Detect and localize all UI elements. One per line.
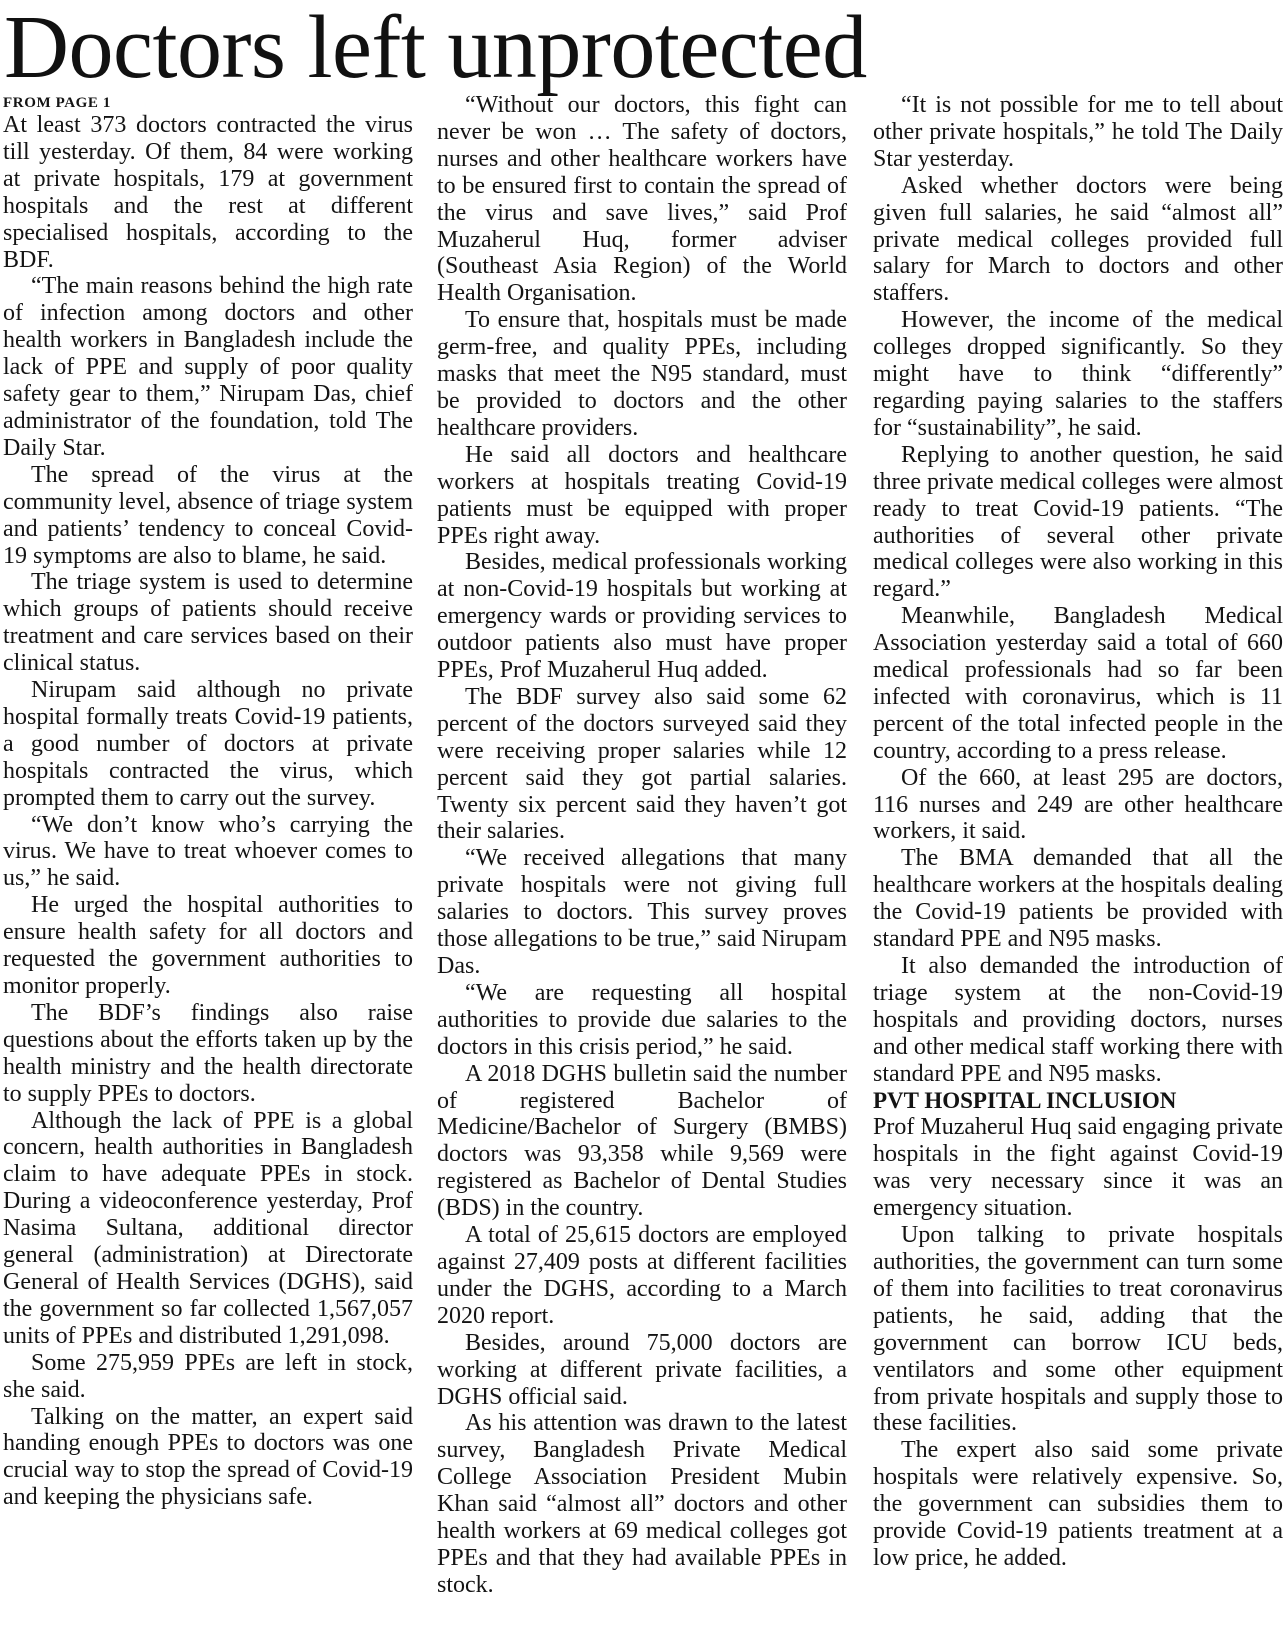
article-paragraph: Although the lack of PPE is a global concern, health authorities in Bangladesh claim to have adequate PPEs in stock. During a videoconference yesterday, Prof Nasima Sultana, additional director general (administration) at Directorate General of Health Services (DGHS), said the government so far collected 1,567,057 units of PPEs and distributed 1,291,098.	[3, 1107, 413, 1349]
article-paragraph: “We are requesting all hospital authorities to provide due salaries to the doctors in this crisis period,” he said.	[437, 979, 847, 1060]
article-column-1	[3, 92, 413, 1632]
article-paragraph: The triage system is used to determine which groups of patients should receive treatment and care services based on their clinical status.	[3, 569, 413, 677]
article-paragraph: Upon talking to private hospitals authorities, the government can turn some of them into facilities to treat coronavirus patients, he said, adding that the government can borrow ICU beds, ventilators and some other equipment from private hospitals and supply those to these facilities.	[873, 1222, 1283, 1437]
article-paragraph: “The main reasons behind the high rate of infection among doctors and other health workers in Bangladesh include the lack of PPE and supply of poor quality safety gear to them,” Nirupam Das, chief administrator of the foundation, told The Daily Star.	[3, 273, 413, 461]
article-paragraph: He urged the hospital authorities to ensure health safety for all doctors and requested the government authorities to monitor properly.	[3, 892, 413, 999]
article-paragraph: It also demanded the introduction of triage system at the non-Covid-19 hospitals and providing doctors, nurses and other medical staff working there with standard PPE and N95 masks.	[873, 953, 1283, 1087]
article-column-3	[873, 92, 1283, 1632]
article-paragraph: However, the income of the medical colleges dropped significantly. So they might have to think “differently” regarding paying salaries to the staffers for “sustainability”, he said.	[873, 307, 1283, 441]
article-paragraph: Talking on the matter, an expert said handing enough PPEs to doctors was one crucial way to stop the spread of Covid-19 and keeping the physicians safe.	[3, 1403, 413, 1511]
article-paragraph: At least 373 doctors contracted the virus till yesterday. Of them, 84 were working at private hospitals, 179 at government hospitals and the rest at different specialised hospitals, according to the BDF.	[3, 112, 413, 273]
article-paragraph: “We don’t know who’s carrying the virus. We have to treat whoever comes to us,” he said.	[3, 811, 413, 892]
section-subhead: PVT HOSPITAL INCLUSION	[873, 1087, 1177, 1113]
article-paragraph: A total of 25,615 doctors are employed against 27,409 posts at different facilities under the DGHS, according to a March 2020 report.	[437, 1222, 847, 1329]
article-paragraph: He said all doctors and healthcare workers at hospitals treating Covid-19 patients must be equipped with proper PPEs right away.	[437, 441, 847, 549]
article-paragraph: A 2018 DGHS bulletin said the number of registered Bachelor of Medicine/Bachelor of Surgery (BMBS) doctors was 93,358 while 9,569 were registered as Bachelor of Dental Studies (BDS) in the country.	[437, 1060, 847, 1222]
article-paragraph: Some 275,959 PPEs are left in stock, she said.	[3, 1349, 413, 1403]
article-paragraph: Asked whether doctors were being given full salaries, he said “almost all” private medical colleges provided full salary for March to doctors and other staffers.	[873, 172, 1283, 307]
article-paragraph: As his attention was drawn to the latest survey, Bangladesh Private Medical College Association President Mubin Khan said “almost all” doctors and other health workers at 69 medical colleges got PPEs and that they had available PPEs in stock.	[437, 1410, 847, 1598]
article-paragraph: The BMA demanded that all the healthcare workers at the hospitals dealing the Covid-19 patients be provided with standard PPE and N95 masks.	[873, 845, 1283, 953]
article-paragraph: “We received allegations that many private hospitals were not giving full salaries to doctors. This survey proves those allegations to be true,” said Nirupam Das.	[437, 845, 847, 979]
article-paragraph: Of the 660, at least 295 are doctors, 116 nurses and 249 are other healthcare workers, it said.	[873, 764, 1283, 845]
article-column-2	[437, 92, 847, 1632]
article-paragraph: The BDF survey also said some 62 percent of the doctors surveyed said they were receiving proper salaries while 12 percent said they got partial salaries. Twenty six percent said they haven’t got their salaries.	[437, 683, 847, 845]
continuation-kicker: FROM PAGE 1	[3, 95, 111, 111]
article-paragraph: “It is not possible for me to tell about other private hospitals,” he told The Daily Star yesterday.	[873, 92, 1283, 172]
article-paragraph: Nirupam said although no private hospital formally treats Covid-19 patients, a good number of doctors at private hospitals contracted the virus, which prompted them to carry out the survey.	[3, 677, 413, 811]
article-paragraph: The expert also said some private hospitals were relatively expensive. So, the government can subsidies them to provide Covid-19 patients treatment at a low price, he added.	[873, 1437, 1283, 1571]
article-paragraph: Prof Muzaherul Huq said engaging private hospitals in the fight against Covid-19 was very necessary since it was an emergency situation.	[873, 1114, 1283, 1222]
article-paragraph: The spread of the virus at the community level, absence of triage system and patients’ tendency to conceal Covid-19 symptoms are also to blame, he said.	[3, 461, 413, 569]
headline: Doctors left unprotected	[4, 0, 867, 97]
article-paragraph: Besides, medical professionals working at non-Covid-19 hospitals but working at emergency wards or providing services to outdoor patients also must have proper PPEs, Prof Muzaherul Huq added.	[437, 549, 847, 684]
article-paragraph: To ensure that, hospitals must be made germ-free, and quality PPEs, including masks that meet the N95 standard, must be provided to doctors and the other healthcare providers.	[437, 307, 847, 441]
article-paragraph: Meanwhile, Bangladesh Medical Association yesterday said a total of 660 medical professionals had so far been infected with coronavirus, which is 11 percent of the total infected people in the country, according to a press release.	[873, 603, 1283, 764]
article-paragraph: “Without our doctors, this fight can never be won … The safety of doctors, nurses and other healthcare workers have to be ensured first to contain the spread of the virus and save lives,” said Prof Muzaherul Huq, former adviser (Southeast Asia Region) of the World Health Organisation.	[437, 92, 847, 307]
article-paragraph: The BDF’s findings also raise questions about the efforts taken up by the health ministry and the health directorate to supply PPEs to doctors.	[3, 999, 413, 1107]
article-paragraph: Besides, around 75,000 doctors are working at different private facilities, a DGHS official said.	[437, 1329, 847, 1410]
article-paragraph: Replying to another question, he said three private medical colleges were almost ready to treat Covid-19 patients. “The authorities of several other private medical colleges were also working in this regard.”	[873, 441, 1283, 603]
